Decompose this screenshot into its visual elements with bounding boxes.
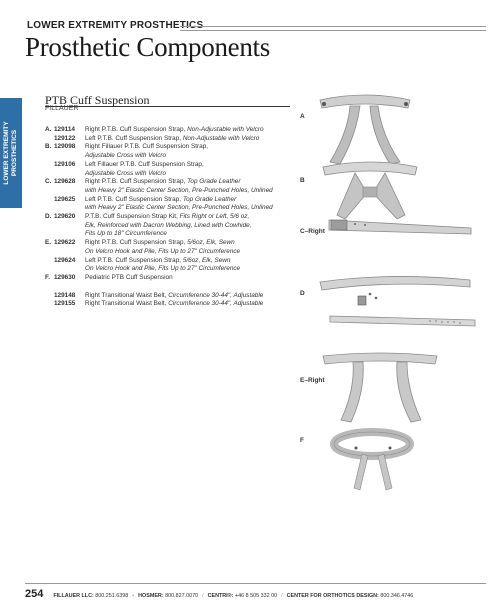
footer-hosmer (138, 593, 198, 599)
item-row (45, 257, 300, 266)
item-row (45, 170, 300, 179)
image-label-f: F (300, 437, 304, 444)
product-header-rule (45, 106, 290, 107)
strap-e-image (315, 350, 445, 425)
item-description (85, 274, 300, 283)
item-letter: F. (45, 273, 50, 281)
item-description (85, 204, 300, 213)
item-italic-text: Top Grade Leather (182, 195, 237, 203)
item-text: Left P.T.B. Cuff Suspension Strap, (85, 195, 183, 203)
item-italic-text: Non-Adjustable with Velcro (182, 134, 260, 142)
item-row (45, 143, 300, 152)
page-title: Prosthetic Components (25, 32, 270, 62)
item-description (85, 292, 300, 301)
item-row (45, 204, 300, 213)
image-label-b: B (300, 177, 305, 184)
item-code: 129620 (54, 213, 76, 221)
item-letter: E. (45, 239, 52, 247)
item-code: 129106 (54, 160, 76, 168)
section-label: LOWER EXTREMITY PROSTHETICS (27, 20, 204, 31)
footer-cod-label: CENTER FOR ORTHOTICS DESIGN: (286, 593, 379, 599)
item-letter (45, 222, 54, 231)
footer-separator-2: / (281, 593, 283, 599)
strap-a-image (310, 92, 420, 167)
footer-hosmer-label: HOSMER: (138, 593, 164, 599)
footer-fillauer (53, 593, 128, 599)
item-description (85, 187, 300, 196)
image-label-a: A (300, 113, 305, 120)
item-code: 129148 (54, 291, 76, 299)
item-row (45, 230, 300, 239)
item-code: 129114 (54, 126, 75, 133)
product-header: PTB Cuff Suspension (45, 93, 150, 107)
image-label-d: D (300, 290, 305, 297)
page-number: 254 (25, 588, 44, 600)
item-text: Right Fillauer P.T.B. Cuff Suspension Strap, (85, 143, 209, 151)
item-row (45, 292, 300, 301)
item-italic-text: Circumference 30-44", Adjustable (168, 300, 264, 308)
side-tab-line1: LOWER EXTREMITY (3, 121, 10, 185)
item-row (45, 265, 300, 274)
item-code (54, 204, 85, 213)
item-letter (45, 292, 54, 301)
item-row (45, 135, 300, 144)
item-description (85, 196, 300, 205)
item-description (85, 143, 300, 152)
item-row (45, 187, 300, 196)
item-code (54, 230, 85, 239)
side-tab (0, 98, 22, 208)
item-description (85, 239, 300, 248)
item-letter (45, 248, 54, 257)
item-italic-text: Top Grade Leather (187, 178, 241, 186)
item-letter: A. (45, 126, 52, 133)
footer-separator-1: / (202, 593, 204, 599)
brand-name: FILLAUER (45, 105, 79, 112)
item-italic-text: 5/6oz, Elk, Sewn (182, 256, 231, 264)
item-italic-text: On Velcro Hook and Pile, Fits Up to 27" Circumference (85, 247, 241, 255)
item-text: Right P.T.B. Cuff Suspension Strap, (85, 178, 188, 186)
item-italic-text: with Heavy 2" Elastic Center Section, Pre-Punched Holes, Unlined (85, 204, 273, 212)
item-italic-text: 5/6oz, Elk, Sewn (187, 239, 235, 247)
item-row (45, 300, 300, 309)
item-letter (45, 265, 54, 274)
item-code (54, 187, 85, 196)
item-description (85, 230, 300, 239)
footer-centri (208, 593, 277, 599)
item-row (45, 196, 300, 205)
item-description (85, 265, 300, 274)
item-text: P.T.B. Cuff Suspension Strap Kit, (85, 213, 180, 221)
footer-fillauer-phone: 800.251.6398 (95, 593, 129, 599)
item-code: 129624 (54, 256, 76, 264)
item-italic-text: Circumference 30-44", Adjustable (168, 291, 264, 299)
item-text: Right Transitional Waist Belt, (85, 291, 169, 299)
title-rule (180, 26, 486, 31)
item-italic-text: Adjustable Cross with Velcro (85, 169, 167, 177)
item-list (45, 126, 300, 309)
item-code (54, 248, 85, 257)
item-text: Pediatric PTB Cuff Suspension (85, 273, 173, 281)
item-text: Left Fillauer P.T.B. Cuff Suspension Strap, (85, 160, 204, 168)
item-row (45, 213, 300, 222)
item-text: Right P.T.B. Cuff Suspension Strap, (85, 126, 188, 133)
item-row (45, 222, 300, 231)
item-code: 129628 (54, 178, 76, 186)
item-italic-text: Non-Adjustable with Velcro (187, 126, 264, 133)
item-code: 129630 (54, 273, 76, 281)
footer (25, 588, 495, 600)
item-row (45, 161, 300, 170)
item-italic-text: Elk, Reinforced with Dacron Webbing, Lined with Cowhide, (85, 221, 252, 229)
side-tab-line2: PROSTHETICS (11, 129, 18, 177)
item-letter (45, 187, 54, 196)
item-description (85, 257, 300, 266)
item-description (85, 248, 300, 257)
item-description (85, 161, 300, 170)
item-row (45, 178, 300, 187)
item-letter: B. (45, 143, 52, 151)
item-code: 129155 (54, 300, 76, 308)
item-code: 129098 (54, 143, 76, 151)
item-letter (45, 257, 54, 266)
item-letter: C. (45, 178, 52, 186)
item-row (45, 126, 300, 135)
footer-hosmer-phone: 800.827.0070 (165, 593, 199, 599)
item-letter (45, 196, 54, 205)
item-letter (45, 230, 54, 239)
strap-f-image (328, 422, 418, 492)
item-row (45, 248, 300, 257)
footer-centri-label: CENTRI®: (207, 593, 234, 599)
item-italic-text: Fits Right or Left, 5/6 oz, (179, 213, 250, 221)
footer-fillauer-label: FILLAUER LLC: (53, 593, 94, 599)
footer-rule (25, 583, 486, 584)
item-text: Left P.T.B. Cuff Suspension Strap, (85, 256, 183, 264)
item-row (45, 152, 300, 161)
footer-cod (287, 593, 414, 599)
item-italic-text: On Velcro Hook and Pile, Fits Up to 27" Circumference (85, 265, 241, 273)
item-description (85, 222, 300, 231)
item-letter (45, 300, 54, 309)
item-description (85, 135, 300, 144)
item-letter (45, 152, 54, 161)
item-code (54, 152, 85, 161)
image-label-c: C–Right (300, 228, 325, 235)
item-description (85, 213, 300, 222)
item-code: 129122 (54, 134, 76, 142)
item-letter (45, 204, 54, 213)
item-letter: D. (45, 213, 52, 221)
item-letter (45, 135, 54, 144)
footer-centri-phone: +46 8 505 332 00 (234, 593, 278, 599)
item-italic-text: Fits Up to 18" Circumference (85, 230, 167, 238)
footer-bullet: • (132, 593, 135, 599)
item-text: Right P.T.B. Cuff Suspension Strap, (85, 239, 188, 247)
item-code (54, 170, 85, 179)
item-row (45, 239, 300, 248)
item-description (85, 170, 300, 179)
item-text: Right Transitional Waist Belt, (85, 300, 169, 308)
item-letter (45, 170, 54, 179)
item-italic-text: with Heavy 2" Elastic Center Section, Pre-Punched Holes, Unlined (85, 186, 273, 194)
item-code (54, 222, 85, 231)
item-description (85, 178, 300, 187)
item-letter (45, 161, 54, 170)
item-code (54, 265, 85, 274)
strap-c-image (325, 214, 475, 240)
image-label-e: E–Right (300, 377, 325, 384)
item-code: 129625 (54, 195, 76, 203)
item-text: Left P.T.B. Cuff Suspension Strap, (85, 134, 183, 142)
item-description (85, 300, 300, 309)
item-description (85, 126, 300, 135)
item-description (85, 152, 300, 161)
footer-cod-phone: 800.346.4746 (380, 593, 414, 599)
item-code: 129622 (54, 239, 76, 247)
item-italic-text: Adjustable Cross with Velcro (85, 152, 167, 160)
side-tab-label (3, 121, 19, 184)
strap-d-image (310, 272, 480, 332)
item-row (45, 274, 300, 283)
